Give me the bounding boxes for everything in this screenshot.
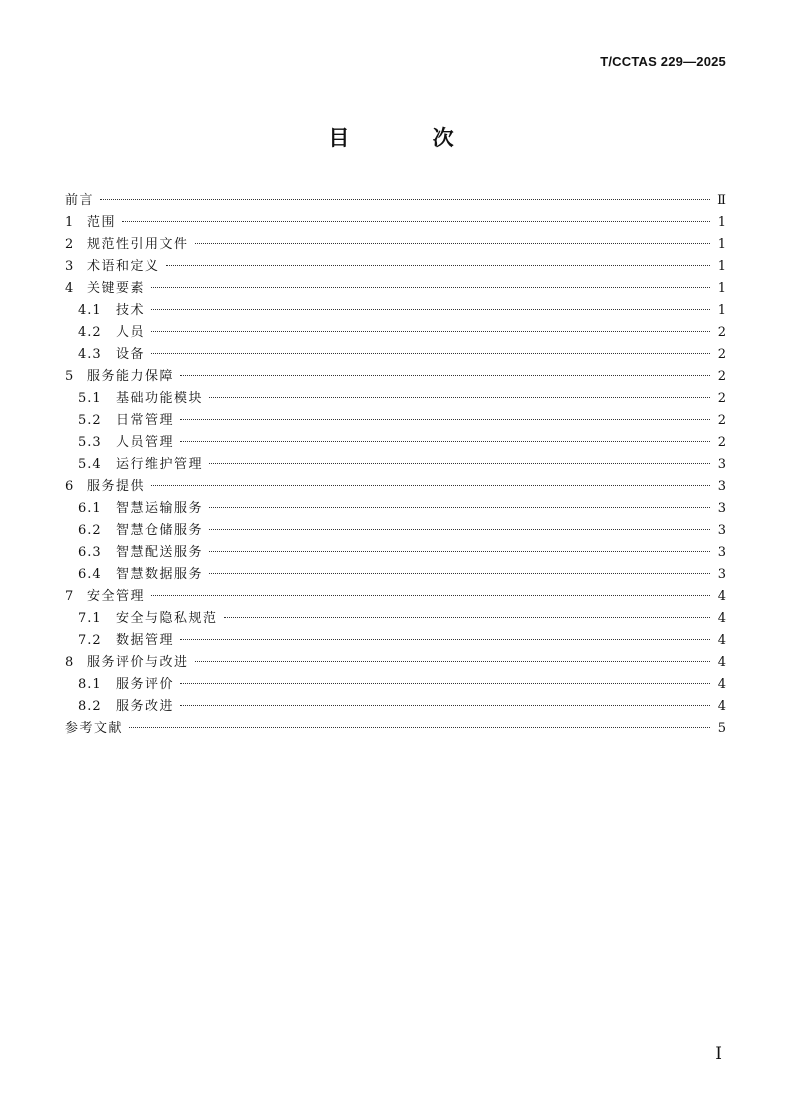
toc-entry-label: 智慧数据服务 [116,567,204,582]
toc-entry-label: 设备 [116,347,146,362]
toc-entry-label: 智慧配送服务 [116,545,204,560]
document-code: T/CCTAS 229—2025 [600,54,726,69]
toc-entry-label: 智慧运输服务 [116,501,204,516]
toc-entry-number: 7 [65,589,74,604]
toc-entry[interactable] [65,542,726,564]
toc-entry-label: 前言 [65,193,95,208]
toc-entry-page: 1 [717,303,726,318]
toc-entry-page: 3 [717,501,726,516]
dot-leader [209,529,710,530]
dot-leader [122,221,710,222]
toc-entry-page: 2 [717,391,726,406]
dot-leader [224,617,710,618]
toc-entry-page: 1 [717,259,726,274]
toc-entry-label: 基础功能模块 [116,391,204,406]
toc-entry-number: 4.1 [78,303,102,318]
dot-leader [151,595,710,596]
dot-leader [209,463,710,464]
toc-entry[interactable] [65,278,726,300]
toc-entry-page: 4 [717,699,726,714]
toc-entry-page: 3 [717,567,726,582]
dot-leader [151,309,710,310]
dot-leader [195,243,710,244]
toc-entry-page: 4 [717,633,726,648]
toc-entry-number: 1 [65,215,74,230]
toc-entry[interactable] [65,366,726,388]
toc-entry-number: 4 [65,281,74,296]
toc-entry-page: 4 [717,655,726,670]
dot-leader [100,199,710,200]
toc-entry[interactable] [65,344,726,366]
toc-entry[interactable] [65,652,726,674]
toc-entry-number: 7.2 [78,633,102,648]
toc-entry-number: 8.2 [78,699,102,714]
toc-entry-number: 6.1 [78,501,102,516]
page-number: I [715,1044,722,1064]
toc-entry-page: 2 [717,369,726,384]
toc-entry[interactable] [65,696,726,718]
toc-entry-page: 3 [717,479,726,494]
dot-leader [151,353,710,354]
dot-leader [180,419,710,420]
toc-entry[interactable] [65,520,726,542]
toc-entry-label: 关键要素 [87,281,146,296]
toc-entry[interactable] [65,432,726,454]
toc-entry-label: 服务评价 [116,677,175,692]
toc-entry-number: 5.1 [78,391,102,406]
toc-entry-label: 参考文献 [65,721,124,736]
toc-entry-number: 5.3 [78,435,102,450]
toc-entry-page: 3 [717,457,726,472]
toc-entry-number: 8 [65,655,74,670]
toc-entry[interactable] [65,564,726,586]
toc-entry[interactable] [65,322,726,344]
toc-entry-number: 5.2 [78,413,102,428]
toc-entry-page: 2 [717,413,726,428]
dot-leader [151,485,710,486]
toc-entry-label: 数据管理 [116,633,175,648]
toc-entry-page: 1 [717,215,726,230]
toc-entry-number: 3 [65,259,74,274]
toc-entry-number: 7.1 [78,611,102,626]
toc-entry[interactable] [65,498,726,520]
toc-entry-number: 6.3 [78,545,102,560]
toc-entry-label: 服务改进 [116,699,175,714]
dot-leader [209,397,710,398]
dot-leader [180,705,710,706]
toc-entry[interactable] [65,608,726,630]
toc-entry[interactable] [65,586,726,608]
dot-leader [151,331,710,332]
dot-leader [129,727,710,728]
toc-entry-number: 4.2 [78,325,102,340]
dot-leader [209,507,710,508]
toc-entry-label: 规范性引用文件 [87,237,189,252]
toc-entry-page: 1 [717,281,726,296]
toc-entry-label: 安全管理 [87,589,146,604]
toc-entry-page: 4 [717,677,726,692]
toc-entry-label: 安全与隐私规范 [116,611,218,626]
toc-entry-page: 1 [717,237,726,252]
toc-entry-number: 8.1 [78,677,102,692]
toc-entry-label: 术语和定义 [87,259,160,274]
dot-leader [209,551,710,552]
toc-entry-page: 3 [717,545,726,560]
toc-entry-number: 5.4 [78,457,102,472]
dot-leader [180,441,710,442]
toc-entry-label: 技术 [116,303,146,318]
toc-entry[interactable] [65,674,726,696]
toc-entry[interactable] [65,630,726,652]
toc-entry-page: 4 [717,611,726,626]
toc-entry-number: 2 [65,237,74,252]
dot-leader [180,375,710,376]
toc-entry-page: 4 [717,589,726,604]
table-of-contents [65,190,726,740]
toc-entry-label: 运行维护管理 [116,457,204,472]
toc-entry-number: 5 [65,369,74,384]
toc-entry[interactable] [65,300,726,322]
toc-entry-label: 服务能力保障 [87,369,175,384]
toc-entry-page: 2 [717,347,726,362]
toc-entry-number: 4.3 [78,347,102,362]
toc-entry-label: 人员管理 [116,435,175,450]
dot-leader [180,639,710,640]
toc-entry[interactable] [65,410,726,432]
toc-entry-page: Ⅱ [717,193,726,208]
toc-entry-label: 服务提供 [87,479,146,494]
toc-entry[interactable] [65,718,726,740]
toc-entry[interactable] [65,256,726,278]
toc-entry-number: 6.2 [78,523,102,538]
toc-entry[interactable] [65,190,726,212]
dot-leader [195,661,710,662]
toc-entry-number: 6 [65,479,74,494]
toc-entry-page: 3 [717,523,726,538]
toc-entry-label: 日常管理 [116,413,175,428]
toc-entry-page: 2 [717,325,726,340]
toc-entry[interactable] [65,454,726,476]
dot-leader [209,573,710,574]
toc-entry[interactable] [65,388,726,410]
toc-entry-label: 人员 [116,325,146,340]
toc-entry-page: 2 [717,435,726,450]
page-title: 目 次 [328,125,492,150]
toc-entry[interactable] [65,212,726,234]
toc-entry-label: 智慧仓储服务 [116,523,204,538]
toc-entry-page: 5 [717,721,726,736]
dot-leader [151,287,710,288]
toc-entry[interactable] [65,234,726,256]
toc-entry[interactable] [65,476,726,498]
toc-entry-label: 范围 [87,215,117,230]
dot-leader [180,683,710,684]
toc-entry-number: 6.4 [78,567,102,582]
toc-entry-label: 服务评价与改进 [87,655,189,670]
dot-leader [166,265,710,266]
